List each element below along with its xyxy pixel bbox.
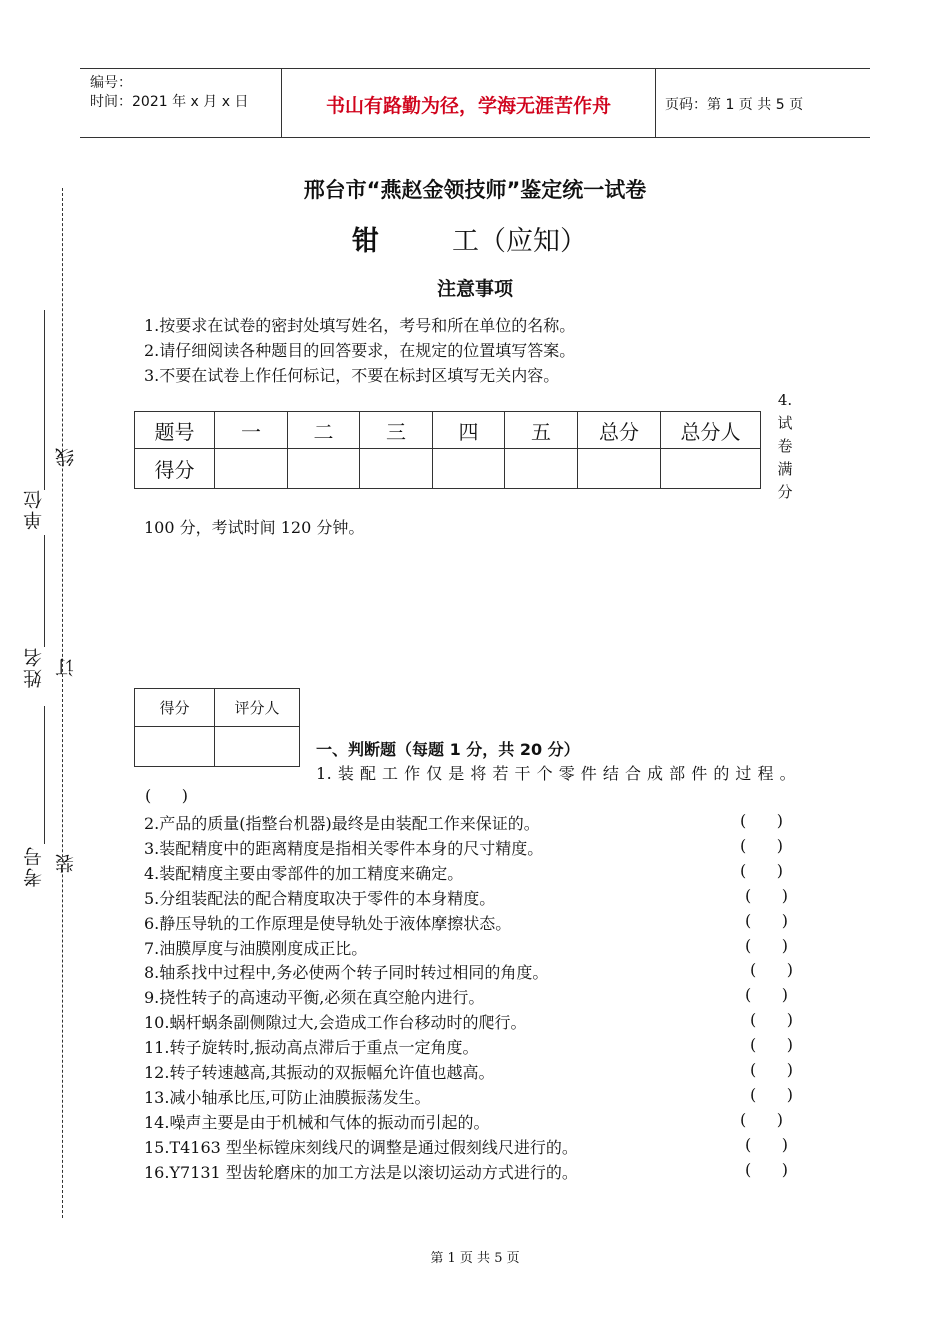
notice-4-char: 分 (777, 483, 793, 501)
question-text: 4.装配精度主要由零部件的加工精度来确定。 (144, 863, 464, 883)
score-cell[interactable] (360, 449, 433, 489)
question-row (144, 960, 804, 984)
answer-paren[interactable]: ( ) (740, 811, 783, 830)
score-cell[interactable] (661, 449, 761, 489)
answer-paren[interactable]: ( ) (750, 960, 793, 980)
exam-no-label: 考号 (23, 845, 45, 887)
question-text: 2.产品的质量(指整台机器)最终是由装配工作来保证的。 (144, 814, 540, 833)
notice-title: 注意事项 (436, 278, 513, 300)
question-row (144, 1110, 804, 1134)
page-info: 页码：第 1 页 共 5 页 (665, 97, 804, 113)
question-row (144, 936, 804, 960)
score-header-cell: 二 (288, 412, 360, 449)
binding-line-char: 线 (55, 446, 77, 467)
notice-list (144, 313, 575, 388)
score-header-cell: 一 (215, 412, 288, 449)
score-cell[interactable] (288, 449, 360, 489)
binding-zhuang-char: 装 (55, 852, 77, 873)
score-header-cell: 总分人 (661, 412, 761, 449)
notice-4-char: 卷 (777, 437, 793, 455)
binding-dashed-line (62, 188, 63, 1218)
score-table (134, 411, 761, 489)
unit-label: 单位 (23, 488, 45, 530)
binding-ding-char: 订 (55, 656, 77, 677)
grader-name-label: 评分人 (215, 689, 300, 727)
question-row (144, 1135, 804, 1159)
header-motto-cell (281, 69, 656, 137)
question-row (144, 811, 804, 835)
notice-item: 1.按要求在试卷的密封处填写姓名，考号和所在单位的名称。 (144, 316, 576, 335)
question-row (144, 1160, 804, 1184)
question-row (144, 861, 804, 885)
answer-paren[interactable]: ( ) (750, 1060, 793, 1079)
notice-item: 2.请仔细阅读各种题目的回答要求，在规定的位置填写答案。 (144, 341, 576, 360)
exam-no-field-line[interactable] (44, 706, 45, 844)
question-text: 3.装配精度中的距离精度是指相关零件本身的尺寸精度。 (144, 838, 544, 858)
question-1: 1. 装 配 工 作 仅 是 将 若 干 个 零 件 结 合 成 部 件 的 过 程 。 (316, 764, 797, 783)
page-footer: 第 1 页 共 5 页 (430, 1251, 520, 1266)
answer-paren[interactable]: ( ) (745, 910, 788, 930)
answer-paren[interactable]: ( ) (740, 860, 783, 880)
notice-4-char: 试 (777, 414, 793, 432)
question-text: 13.减小轴承比压,可防止油膜振荡发生。 (144, 1087, 431, 1107)
notice-4-number: 4. (777, 391, 793, 409)
question-row (144, 836, 804, 860)
section-1-title: 一、判断题（每题 1 分，共 20 分） (316, 740, 580, 759)
question-text: 5.分组装配法的配合精度取决于零件的本身精度。 (144, 888, 496, 908)
grader-row (135, 727, 300, 767)
question-row (144, 911, 804, 935)
answer-paren[interactable]: ( ) (750, 1035, 793, 1055)
question-text: 7.油膜厚度与油膜刚度成正比。 (144, 938, 368, 958)
grader-name-cell[interactable] (215, 727, 300, 767)
question-text: 11.转子旋转时,振动高点滞后于重点一定角度。 (144, 1038, 479, 1058)
notice-item: 3.不要在试卷上作任何标记，不要在标封区填写无关内容。 (144, 366, 560, 385)
header-right (655, 69, 870, 137)
question-row (144, 1035, 804, 1059)
grader-score-label: 得分 (135, 689, 215, 727)
answer-paren[interactable]: ( ) (745, 935, 788, 955)
answer-paren[interactable]: ( ) (740, 1109, 783, 1129)
subject-name: 工（应知） (452, 226, 587, 257)
question-row (144, 1085, 804, 1109)
score-table-row (135, 449, 761, 489)
code-label: 编号： (90, 75, 132, 91)
answer-paren[interactable]: ( ) (750, 1010, 793, 1030)
score-header-cell: 总分 (578, 412, 661, 449)
score-cell[interactable] (578, 449, 661, 489)
name-field-line[interactable] (44, 535, 45, 647)
score-header-cell: 三 (360, 412, 433, 449)
score-cell[interactable] (433, 449, 505, 489)
grader-score-cell[interactable] (135, 727, 215, 767)
notice-4-vertical (776, 389, 794, 504)
answer-paren[interactable]: ( ) (740, 835, 783, 855)
score-header-cell: 题号 (135, 412, 215, 449)
time-label: 时间：2021 年 x 月 x 日 (90, 94, 249, 110)
question-row (144, 886, 804, 910)
answer-paren[interactable]: ( ) (745, 885, 788, 905)
question-text: 10.蜗杆蜗条副侧隙过大,会造成工作台移动时的爬行。 (144, 1013, 527, 1033)
question-text: 9.挠性转子的高速动平衡,必须在真空舱内进行。 (144, 988, 485, 1008)
grader-table (134, 688, 300, 767)
motto: 书山有路勤为径，学海无涯苦作舟 (325, 95, 611, 117)
score-header-cell: 五 (505, 412, 578, 449)
answer-paren-1[interactable]: ( ) (145, 786, 188, 805)
page-header (80, 68, 870, 138)
question-text: 16.Y7131 型齿轮磨床的加工方法是以滚切运动方式进行的。 (144, 1162, 578, 1182)
answer-paren[interactable]: ( ) (745, 1134, 788, 1154)
answer-paren[interactable]: ( ) (750, 1084, 793, 1104)
exam-title: 邢台市“燕赵金领技师”鉴定统一试卷 (303, 178, 647, 202)
grader-header-row (135, 689, 300, 727)
name-label: 姓名 (23, 646, 45, 688)
question-text: 6.静压导轨的工作原理是使导轨处于液体摩擦状态。 (144, 913, 512, 933)
score-cell[interactable] (215, 449, 288, 489)
score-table-header-row (135, 412, 761, 449)
score-cell[interactable] (505, 449, 578, 489)
question-text: 12.转子转速越高,其振动的双振幅允许值也越高。 (144, 1063, 495, 1082)
question-text: 8.轴系找中过程中,务必使两个转子同时转过相同的角度。 (144, 963, 549, 983)
question-row (144, 985, 804, 1009)
question-text: 15.T4163 型坐标镗床刻线尺的调整是通过假刻线尺进行的。 (144, 1137, 578, 1157)
notice-4-continuation: 100 分，考试时间 120 分钟。 (144, 518, 365, 537)
answer-paren[interactable]: ( ) (745, 985, 788, 1005)
notice-4-char: 满 (777, 460, 793, 478)
question-row (144, 1060, 804, 1084)
answer-paren[interactable]: ( ) (745, 1159, 788, 1179)
header-left (80, 69, 281, 137)
unit-field-line[interactable] (44, 310, 45, 490)
question-text: 14.噪声主要是由于机械和气体的振动而引起的。 (144, 1112, 490, 1132)
question-row (144, 1010, 804, 1034)
subject-char: 钳 (352, 226, 379, 257)
score-row-label: 得分 (135, 449, 215, 489)
score-header-cell: 四 (433, 412, 505, 449)
